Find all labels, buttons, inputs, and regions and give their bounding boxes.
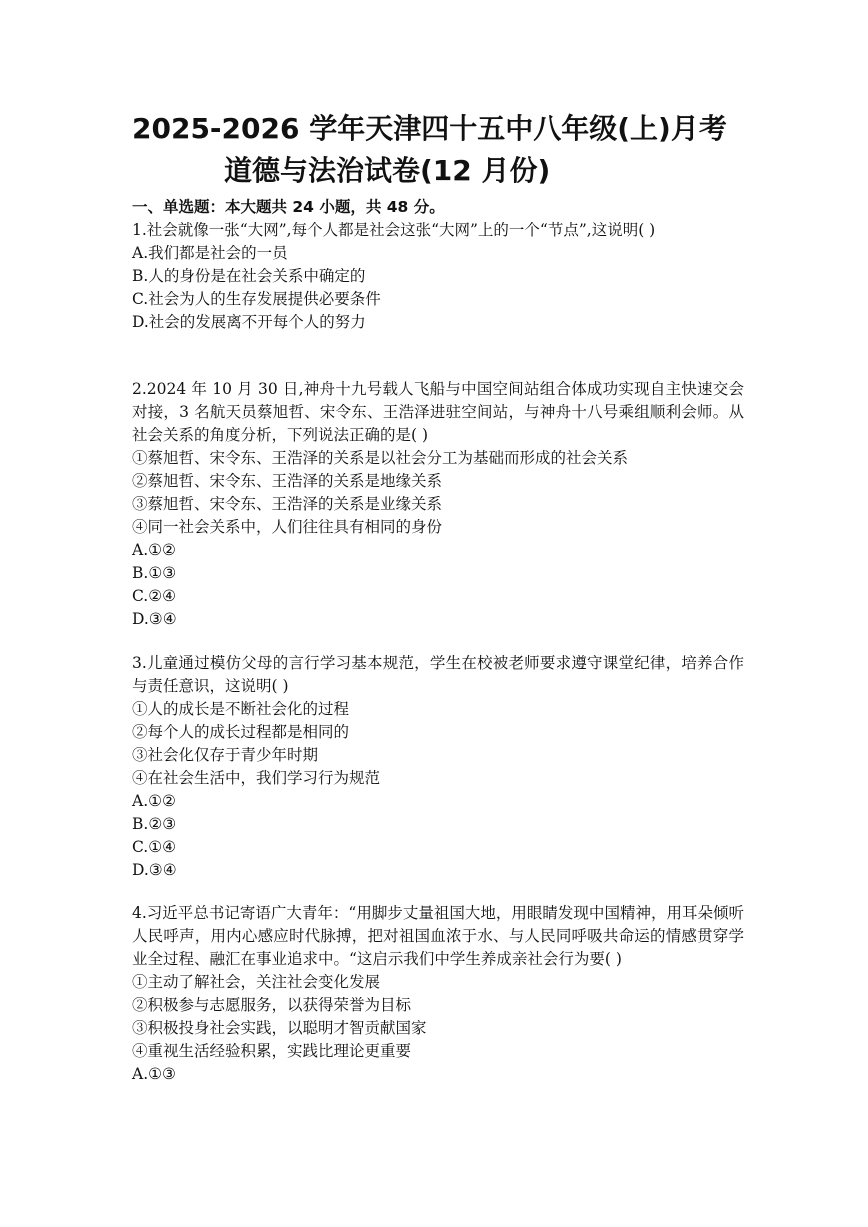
answer-option-c: C.②④: [132, 587, 177, 605]
answer-option-d: D.社会的发展离不开每个人的努力: [132, 313, 366, 331]
statement-2: ②积极参与志愿服务，以获得荣誉为目标: [132, 996, 412, 1014]
answer-option-a: A.①②: [132, 541, 176, 559]
question-2: [132, 378, 744, 631]
answer-option-b: B.人的身份是在社会关系中确定的: [132, 267, 366, 285]
exam-title-line-1: 2025-2026 学年天津四十五中八年级(上)月考: [132, 112, 727, 145]
question-stem: 2.2024 年 10 月 30 日,神舟十九号载人飞船与中国空间站组合体成功实现自主快速交会对接，3 名航天员蔡旭哲、宋令东、王浩泽进驻空间站，与神舟十八号乘组顺利会师。从社会关系的角度分析，下列说法正确的是( ): [132, 380, 744, 444]
statement-4: ④同一社会关系中，人们往往具有相同的身份: [132, 518, 443, 536]
statement-3: ③蔡旭哲、宋令东、王浩泽的关系是业缘关系: [132, 495, 443, 513]
question-stem: 3.儿童通过模仿父母的言行学习基本规范，学生在校被老师要求遵守课堂纪律，培养合作与责任意识，这说明( ): [132, 654, 744, 695]
statement-2: ②蔡旭哲、宋令东、王浩泽的关系是地缘关系: [132, 472, 443, 490]
statement-1: ①蔡旭哲、宋令东、王浩泽的关系是以社会分工为基础而形成的社会关系: [132, 449, 629, 467]
section-heading: 一、单选题：本大题共 24 小题，共 48 分。: [132, 198, 445, 216]
answer-option-a: A.①③: [132, 1065, 176, 1083]
statement-1: ①主动了解社会，关注社会变化发展: [132, 973, 381, 991]
answer-option-c: C.社会为人的生存发展提供必要条件: [132, 290, 381, 308]
statement-2: ②每个人的成长过程都是相同的: [132, 723, 350, 741]
answer-option-a: A.①②: [132, 792, 176, 810]
answer-option-b: B.②③: [132, 815, 177, 833]
exam-title-line-2: 道德与法治试卷(12 月份): [224, 154, 551, 187]
answer-option-c: C.①④: [132, 838, 177, 856]
statement-1: ①人的成长是不断社会化的过程: [132, 700, 350, 718]
exam-title: [132, 108, 752, 192]
answer-option-d: D.③④: [132, 610, 177, 628]
statement-3: ③社会化仅存于青少年时期: [132, 746, 319, 764]
statement-4: ④重视生活经验积累，实践比理论更重要: [132, 1042, 412, 1060]
question-1: [132, 219, 744, 334]
question-3: [132, 652, 744, 882]
question-4: [132, 902, 744, 1086]
answer-option-a: A.我们都是社会的一员: [132, 244, 288, 262]
question-stem: 4.习近平总书记寄语广大青年：“用脚步丈量祖国大地，用眼睛发现中国精神，用耳朵倾听人民呼声，用内心感应时代脉搏，把对祖国血浓于水、与人民同呼吸共命运的情感贯穿学业全过程、融汇在事业追求中。“这启示我们中学生养成亲社会行为要( ): [132, 904, 744, 968]
answer-option-d: D.③④: [132, 861, 177, 879]
question-stem: 1.社会就像一张“大网”,每个人都是社会这张“大网”上的一个“节点”,这说明( ): [132, 221, 656, 239]
statement-3: ③积极投身社会实践，以聪明才智贡献国家: [132, 1019, 427, 1037]
answer-option-b: B.①③: [132, 564, 177, 582]
statement-4: ④在社会生活中，我们学习行为规范: [132, 769, 381, 787]
